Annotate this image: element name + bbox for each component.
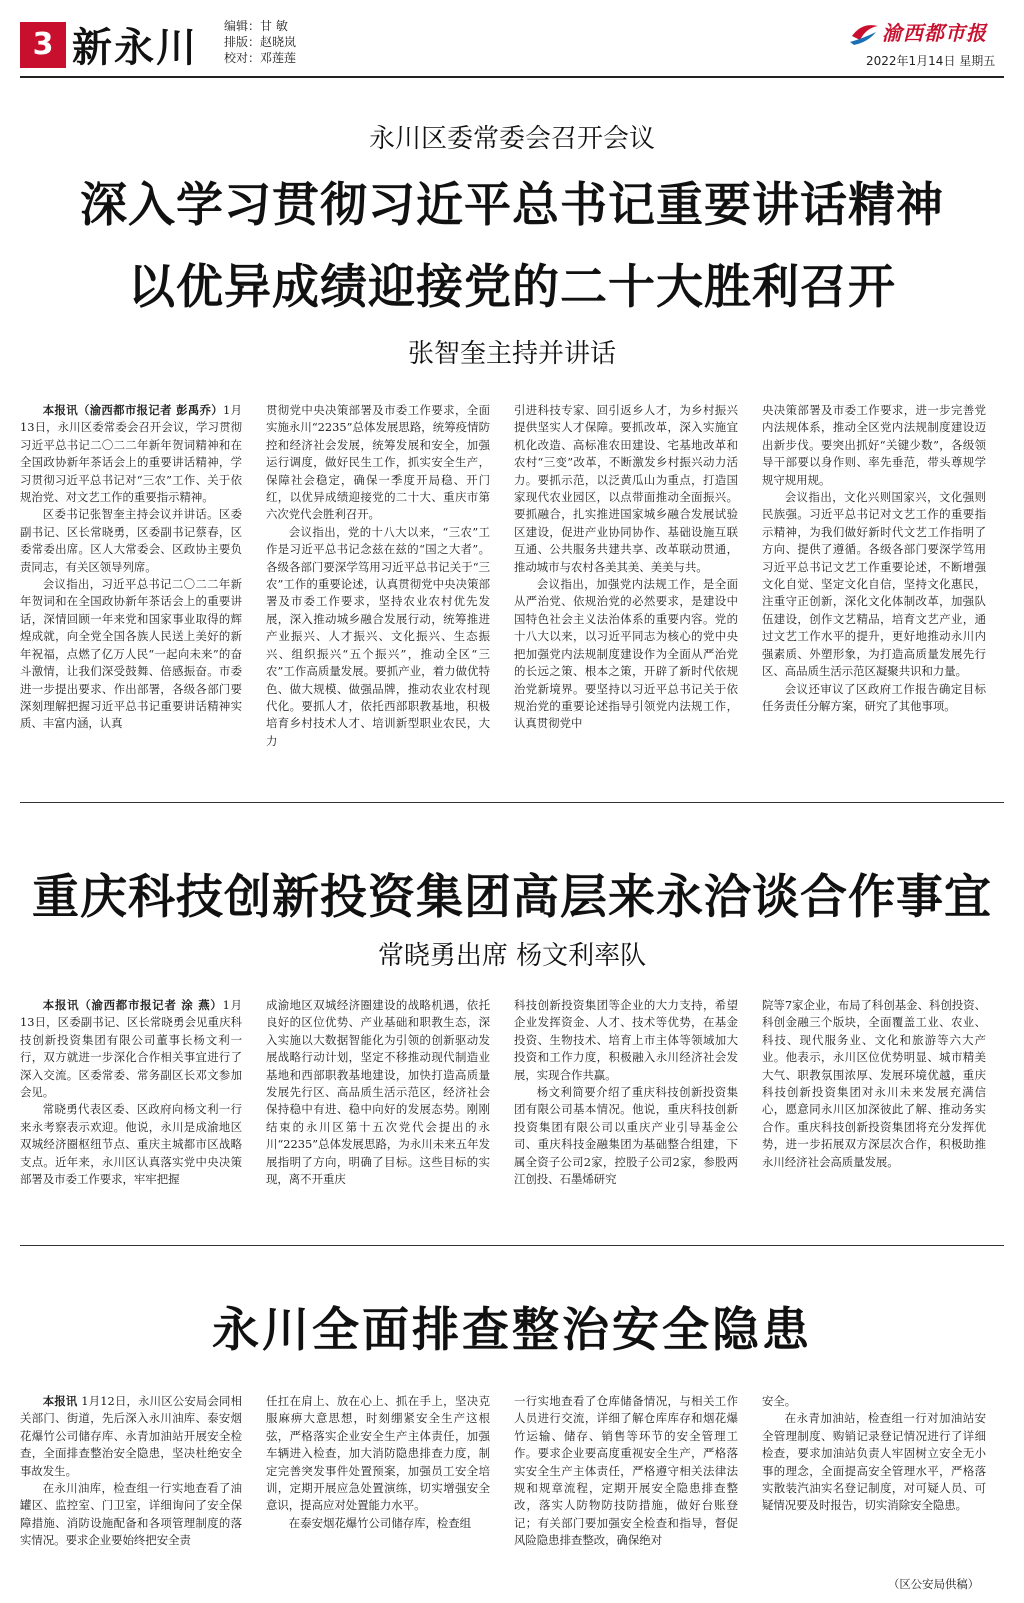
article1-para: 会议指出，加强党内法规工作，是全面从严治党、依规治党的必然要求，是建设中国特色社会主义法治体系的重要内容。党的十八大以来，以习近平同志为核心的党中央把加强党内法规制度建设作为全面从严治党的长远之策、根本之策，开辟了新时代依规治党新境界。要坚持以习近平总书记关于依规治党的重要论述指导引领党内法规工作，认真贯彻党中 [514, 577, 738, 731]
article1-column-2 [266, 402, 490, 752]
section-title: 新永川 [72, 24, 198, 71]
article1-title-line1: 深入学习贯彻习近平总书记重要讲话精神 [80, 178, 944, 233]
article3-para: 在永青加油站，检查组一行对加油站安全管理制度、购销记录登记情况进行了详细检查，要求加油站负责人牢固树立安全无小事的理念，全面提高安全管理水平，严格落实散装汽油实名登记制度，对可疑人员、可疑情况要及时报告，切实消除安全隐患。 [762, 1411, 986, 1513]
article3-byline: 本报讯 [42, 1394, 78, 1408]
article2-para: 科技创新投资集团等企业的大力支持，希望企业发挥资金、人才、技术等优势，在基金投资、生物技术、培育上市主体等领域加大投资和工作力度，积极融入永川经济社会发展，实现合作共赢。 [514, 998, 738, 1082]
staff-credits [224, 18, 296, 66]
article1-para: 会议指出，党的十八大以来，“三农”工作是习近平总书记念兹在兹的“国之大者”。各级各部门要深学笃用习近平总书记关于“三农”工作的重要论述，认真贯彻党中央决策部署及市委工作要求，坚持农业农村优先发展，深入推动城乡融合发展行动，统筹推进产业振兴、人才振兴、文化振兴、生态振兴、组织振兴“五个振兴”，推动全区“三农”工作高质量发展。要抓产业，着力做优特色、做大规模、做强品牌，推动农业农村现代化。要抓人才，依托西部职教基地，积极培育乡村技术人才、培训新型职业农民，大力 [266, 524, 490, 748]
article1-column-3 [514, 402, 738, 752]
article1-column-4 [762, 402, 986, 752]
article1-para: 会议指出，文化兴则国家兴，文化强则民族强。习近平总书记对文艺工作的重要指示精神，为我们做好新时代文艺工作指明了方向、提供了遵循。各级各部门要深学笃用习近平总书记文艺工作重要论述，不断增强文化自觉、坚定文化自信，坚持文化惠民，注重守正创新，深化文化体制改革，加强队伍建设，创作文艺精品，培育文艺产业，通过文艺工作水平的提升，更好地推动永川内强素质、外塑形象，为打造高质量发展先行区、高品质生活示范区凝聚共识和力量。 [762, 490, 986, 679]
article2-column-4 [762, 997, 986, 1189]
paper-logo-icon [848, 18, 880, 46]
article2-column-2 [266, 997, 490, 1189]
article2-para: 杨文利简要介绍了重庆科技创新投资集团有限公司基本情况。他说，重庆科技创新投资集团有限公司以重庆产业引导基金公司、重庆科技金融集团为基础整合组建，下属全资子公司2家，控股子公司2家，参股两江创投、石墨烯研究 [514, 1085, 738, 1187]
article1-kicker: 永川区委常委会召开会议 [368, 124, 655, 154]
article1-para: 引进科技专家、回引返乡人才，为乡村振兴提供坚实人才保障。要抓改革，深入实施宜机化改造、高标准农田建设、宅基地改革和农村“三变”改革，不断激发乡村振兴动力活力。要抓示范，以泛黄瓜山为重点，打造国家现代农业园区，以点带面推动全面振兴。要抓融合，扎实推进国家城乡融合发展试验区建设，促进产业协同协作、基础设施互联互通、公共服务共建共享、改革联动贯通，推动城市与农村各美其美、美美与共。 [514, 403, 738, 574]
page-number: 3 [20, 22, 66, 68]
article3-para: 在泰安烟花爆竹公司储存库，检查组 [288, 1515, 472, 1530]
article1-para: 会议指出，习近平总书记二〇二二年新年贺词和在全国政协新年茶话会上的重要讲话，深情回顾一年来党和国家事业取得的辉煌成就，向全党全国各族人民送上美好的新年祝福，点燃了亿万人民“一起向未来”的奋斗激情，让我们深受鼓舞、倍感振奋。市委进一步提出要求、作出部署，各级各部门要深刻理解把握习近平总书记重要讲话精神实质、丰富内涵，认真 [20, 577, 242, 731]
article1-para: 贯彻党中央决策部署及市委工作要求，全面实施永川“2235”总体发展思路，统筹疫情防控和经济社会发展，统筹发展和安全，加强运行调度，做好民生工作，抓实安全生产，保障社会稳定，确保一季度开局稳、开门红，以优异成绩迎接党的二十大、重庆市第六次党代会胜利召开。 [266, 403, 490, 522]
article3-column-1 [20, 1393, 242, 1593]
article2-subtitle: 常晓勇出席 杨文利率队 [377, 941, 647, 971]
article3-column-4 [762, 1393, 986, 1573]
article1-para: 区委书记张智奎主持会议并讲话。区委副书记、区长常晓勇，区委副书记蔡春，区委常委出席。区人大常委会、区政协主要负责同志，有关区领导列席。 [20, 507, 242, 574]
article3-column-3 [514, 1393, 738, 1593]
article3-para: 安全。 [762, 1394, 797, 1408]
article2-title: 重庆科技创新投资集团高层来永洽谈合作事宜 [32, 870, 992, 925]
article3-column-2 [266, 1393, 490, 1593]
article3-para: 一行实地查看了仓库储备情况，与相关工作人员进行交流，详细了解仓库库存和烟花爆竹运输、储存、销售等环节的安全管理工作。要求企业要高度重视安全生产，严格落实安全生产主体责任，严格遵守相关法律法规和规章流程，定期开展安全隐患排查整改，落实人防物防技防措施，做好台账登记；有关部门要加强安全检查和指导，督促风险隐患排查整改，确保绝对 [514, 1394, 738, 1548]
article2-para: 本报讯（渝西都市报记者 涂 燕）1月13日，区委副书记、区长常晓勇会见重庆科技创新投资集团有限公司董事长杨文利一行，双方就进一步深化合作相关事宜进行了深入交流。区委常委、常务副区长邓文参加会见。 [20, 998, 242, 1100]
article3-para: 本报讯 1月12日，永川区公安局会同相关部门、街道，先后深入永川油库、泰安烟花爆竹公司储存库、永青加油站开展安全检查，全面排查整治安全隐患，坚决杜绝安全事故发生。 [20, 1394, 242, 1478]
header-rule [20, 76, 1004, 78]
article1-title-line2: 以优异成绩迎接党的二十大胜利召开 [128, 260, 896, 315]
editor-credit: 编辑：甘 敏 [224, 19, 288, 33]
article2-column-1 [20, 997, 242, 1189]
article3-title: 永川全面排查整治安全隐患 [212, 1303, 812, 1358]
article2-byline: 本报讯（渝西都市报记者 涂 燕） [42, 998, 223, 1012]
layout-credit: 排版：赵晓岚 [224, 35, 297, 49]
section-divider [20, 1245, 1004, 1246]
article3-para: 任扛在肩上、放在心上、抓在手上，坚决克服麻痹大意思想，时刻绷紧安全生产这根弦，严格落实企业安全生产主体责任，加强车辆进入检查，加大消防隐患排查力度，制定完善突发事件处置预案，加强员工安全培训，定期开展应急处置演练，切实增强安全意识，提高应对处置能力水平。 [266, 1394, 490, 1513]
article2-para: 院等7家企业，布局了科创基金、科创投资、科创金融三个版块，全面覆盖工业、农业、科技、现代服务业、文化和旅游等六大产业。他表示，永川区位优势明显、城市精美大气、职教氛围浓厚、发展环境优越，重庆科技创新投资集团对永川未来发展充满信心，愿意同永川区加深彼此了解、推动务实合作。重庆科技创新投资集团将充分发挥优势，进一步拓展双方深层次合作，积极助推永川经济社会高质量发展。 [762, 998, 986, 1169]
proof-credit: 校对：邓莲莲 [224, 51, 297, 65]
article1-para: 央决策部署及市委工作要求，进一步完善党内法规体系，推动全区党内法规制度建设迈出新步伐。要突出抓好“关键少数”，各级领导干部要以身作则、率先垂范，带头尊规学规守规用规。 [762, 403, 986, 487]
article3-para: 在永川油库，检查组一行实地查看了油罐区、监控室、门卫室，详细询问了安全保障措施、消防设施配备和各项管理制度的落实情况。要求企业要始终把安全责 [20, 1481, 242, 1548]
article2-column-3 [514, 997, 738, 1189]
article1-subtitle: 张智奎主持并讲话 [407, 339, 616, 369]
article1-column-1 [20, 402, 242, 752]
article3-credit: （区公安局供稿） [888, 1577, 980, 1591]
article1-para: 会议还审议了区政府工作报告确定目标任务责任分解方案，研究了其他事项。 [762, 681, 986, 713]
article2-para: 常晓勇代表区委、区政府向杨文利一行来永考察表示欢迎。他说，永川是成渝地区双城经济圈枢纽节点、重庆主城都市区战略支点。近年来，永川区认真落实党中央决策部署及市委工作要求，牢牢把握 [20, 1102, 242, 1187]
article1-byline: 本报讯（渝西都市报记者 彭禹乔） [42, 403, 224, 417]
section-divider [20, 802, 1004, 803]
publication-date: 2022年1月14日 星期五 [866, 54, 996, 68]
paper-name: 渝西都市报 [882, 21, 987, 45]
article2-para: 成渝地区双城经济圈建设的战略机遇，依托良好的区位优势、产业基础和职教生态，深入实施以大数据智能化为引领的创新驱动发展战略行动计划，坚定不移推动现代制造业基地和西部职教基地建设，加快打造高质量发展先行区、高品质生活示范区，经济社会保持稳中有进、稳中向好的发展态势。刚刚结束的永川区第十五次党代会提出的永川“2235”总体发展思路，为永川未来五年发展指明了方向，明确了目标。这些目标的实现，离不开重庆 [266, 998, 490, 1187]
article1-para: 本报讯（渝西都市报记者 彭禹乔）1月13日，永川区委常委会召开会议，学习贯彻习近平总书记二〇二二年新年贺词精神和在全国政协新年茶话会上的重要讲话精神，学习贯彻习近平总书记对“三农”工作、关于依规治党、对文艺工作的重要指示精神。 [20, 403, 242, 505]
